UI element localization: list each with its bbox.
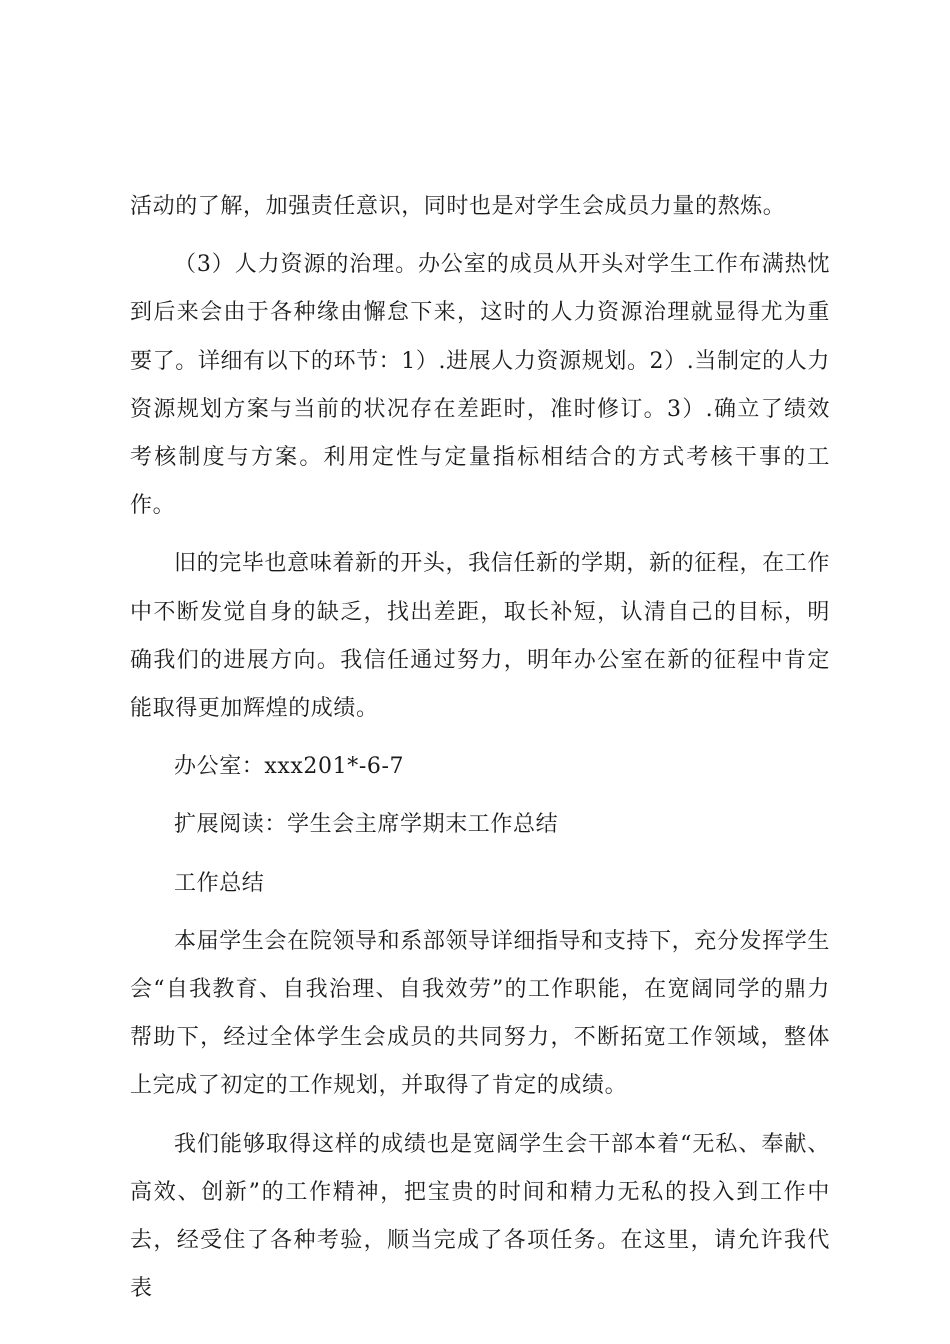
paragraph-outlook: 旧的完毕也意味着新的开头，我信任新的学期，新的征程，在工作中不断发觉自身的缺乏，找出差距，取长补短，认清自己的目标，明确我们的进展方向。我信任通过努力，明年办公室在新的征程中肯定能取得更加辉煌的成绩。 xyxy=(130,551,830,722)
paragraph-summary-intro: 本届学生会在院领导和系部领导详细指导和支持下，充分发挥学生会“自我教育、自我治理、自我效劳”的工作职能，在宽阔同学的鼎力帮助下，经过全体学生会成员的共同努力，不断拓宽工作领域，整体上完成了初定的工作规划，并取得了肯定的成绩。 xyxy=(130,928,830,1099)
signature-line: 办公室：xxx201*-6-7 xyxy=(174,754,405,780)
paragraph-hr-management: （3）人力资源的治理。办公室的成员从开头对学生工作布满热忱到后来会由于各种缘由懈怠下来，这时的人力资源治理就显得尤为重要了。详细有以下的环节：1）.进展人力资源规划。2）.当制定的人力资源规划方案与当前的状况存在差距时，准时修订。3）.确立了绩效考核制度与方案。利用定性与定量指标相结合的方式考核干事的工作。 xyxy=(130,252,830,519)
extended-reading-heading: 扩展阅读：学生会主席学期末工作总结 xyxy=(174,812,559,838)
paragraph-achievements: 我们能够取得这样的成绩也是宽阔学生会干部本着“无私、奉献、高效、创新”的工作精神，把宝贵的时间和精力无私的投入到工作中去，经受住了各种考验，顺当完成了各项任务。在这里，请允许我代表 xyxy=(130,1131,830,1302)
document-body xyxy=(130,183,830,1313)
section-title: 工作总结 xyxy=(174,870,265,896)
paragraph-continuation: 活动的了解，加强责任意识，同时也是对学生会成员力量的熬炼。 xyxy=(130,194,786,219)
